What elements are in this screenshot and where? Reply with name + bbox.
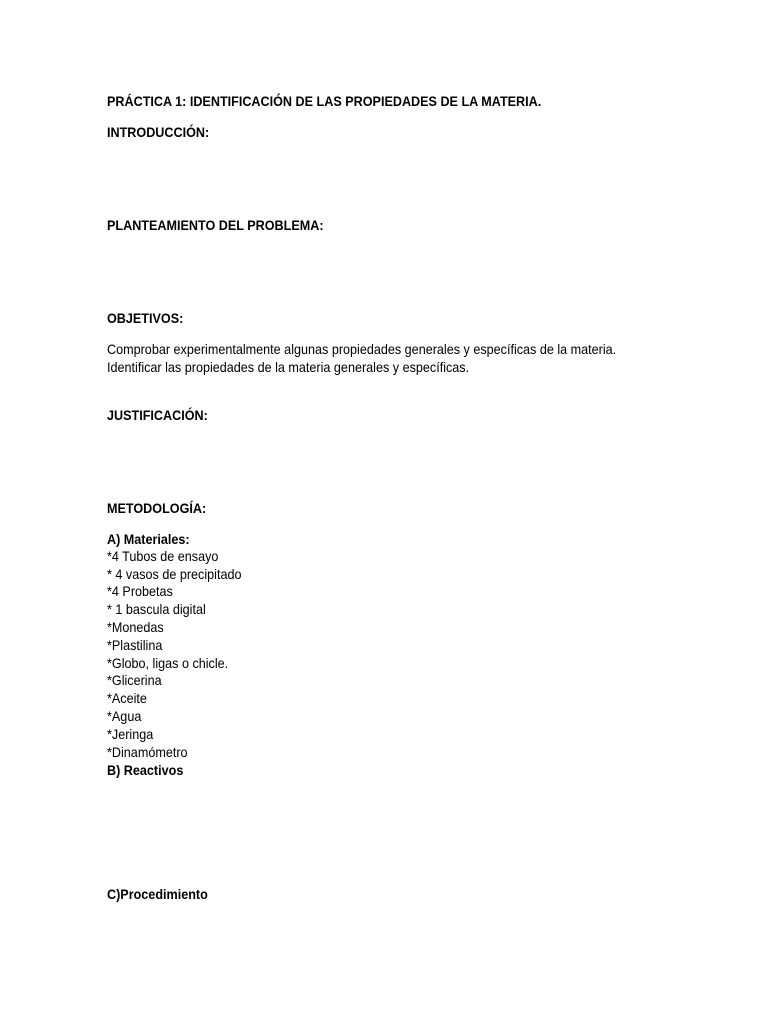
material-item: *Aceite [107,690,147,706]
materiales-heading: A) Materiales: [107,531,190,547]
material-item: *Plastilina [107,637,163,653]
objetivo-line: Identificar las propiedades de la materia generales y específicas. [107,359,470,375]
material-item: * 4 vasos de precipitado [107,566,242,582]
page-title: PRÁCTICA 1: IDENTIFICACIÓN DE LAS PROPIEDADES DE LA MATERIA. [107,93,542,109]
planteamiento-heading: PLANTEAMIENTO DEL PROBLEMA: [107,217,324,233]
material-item: *Jeringa [107,726,154,742]
material-item: * 1 bascula digital [107,601,206,617]
material-item: *Glicerina [107,672,162,688]
justificacion-heading: JUSTIFICACIÓN: [107,407,208,423]
material-item: *Globo, ligas o chicle. [107,655,229,671]
objetivo-line: Comprobar experimentalmente algunas propiedades generales y específicas de la materia. [107,341,617,357]
material-item: *Agua [107,708,142,724]
introduccion-heading: INTRODUCCIÓN: [107,124,210,140]
procedimiento-heading: C)Procedimiento [107,886,208,902]
material-item: *Monedas [107,619,164,635]
material-item: *4 Tubos de ensayo [107,548,219,564]
objetivos-heading: OBJETIVOS: [107,310,184,326]
metodologia-heading: METODOLOGÍA: [107,500,207,516]
reactivos-heading: B) Reactivos [107,762,184,778]
material-item: *Dinamómetro [107,744,188,760]
material-item: *4 Probetas [107,583,173,599]
